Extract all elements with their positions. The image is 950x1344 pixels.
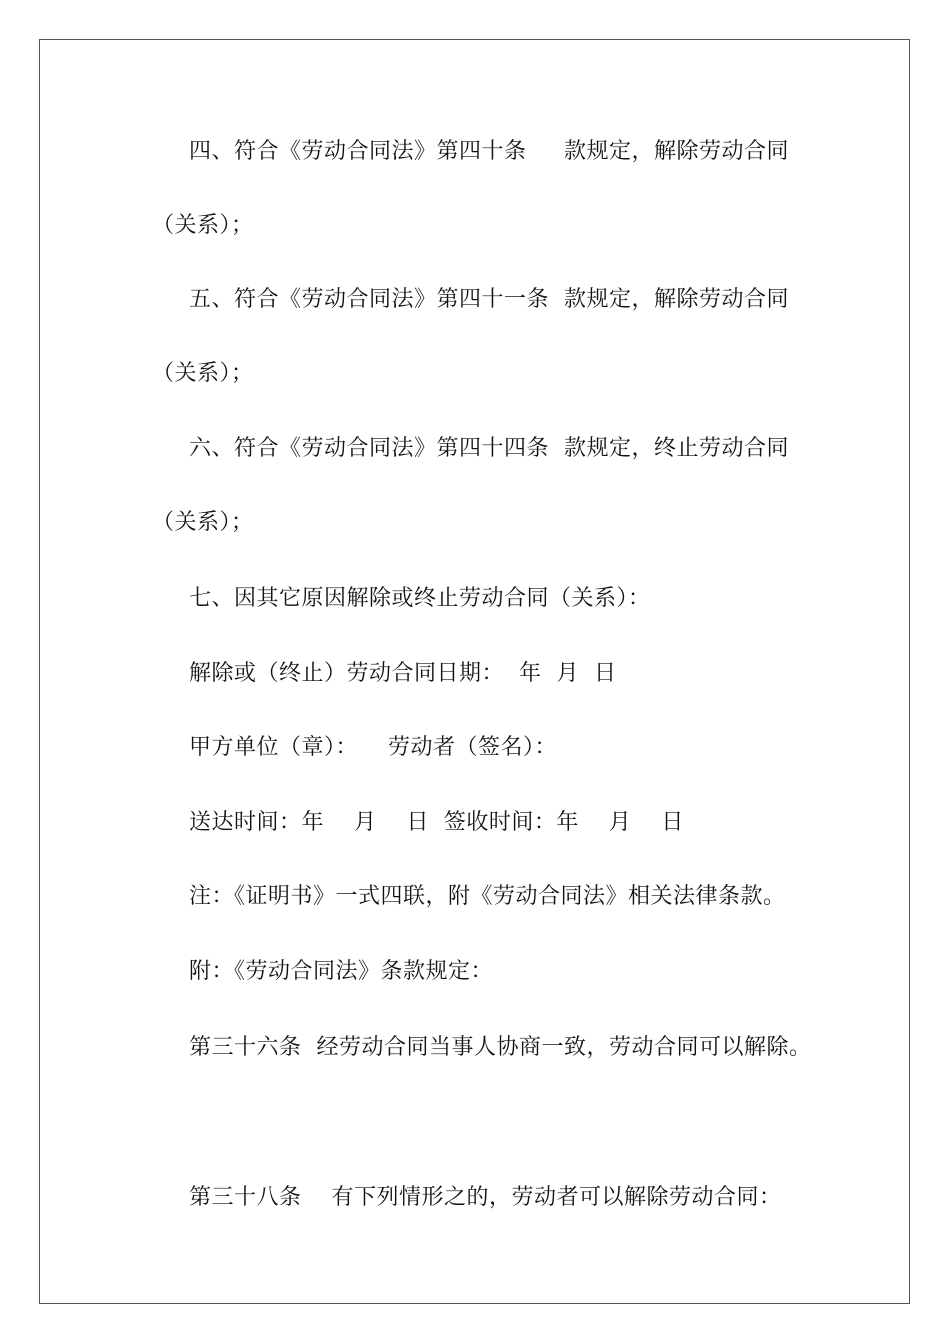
note-line: 注：《证明书》一式四联，附《劳动合同法》相关法律条款。	[189, 884, 786, 909]
clause-7-line: 七、因其它原因解除或终止劳动合同（关系）：	[189, 586, 651, 611]
clause-6-line: 六、符合《劳动合同法》第四十四条 款规定，终止劳动合同	[189, 436, 789, 461]
clause-4-continuation: （关系）；	[152, 213, 254, 238]
clause-5-continuation: （关系）；	[152, 361, 254, 386]
appendix-heading: 附：《劳动合同法》条款规定：	[189, 959, 494, 984]
signature-line: 甲方单位（章）： 劳动者（签名）：	[189, 735, 557, 760]
delivery-time-line: 送达时间：年 月 日 签收时间：年 月 日	[189, 810, 684, 835]
clause-5-line: 五、符合《劳动合同法》第四十一条 款规定，解除劳动合同	[189, 287, 789, 312]
clause-4-line: 四、符合《劳动合同法》第四十条 款规定，解除劳动合同	[189, 139, 789, 164]
termination-date-line: 解除或（终止）劳动合同日期： 年 月 日	[189, 661, 617, 686]
article-36-line: 第三十六条 经劳动合同当事人协商一致，劳动合同可以解除。	[189, 1035, 812, 1060]
clause-6-continuation: （关系）；	[152, 510, 254, 535]
article-38-line: 第三十八条 有下列情形之的，劳动者可以解除劳动合同：	[189, 1185, 782, 1210]
